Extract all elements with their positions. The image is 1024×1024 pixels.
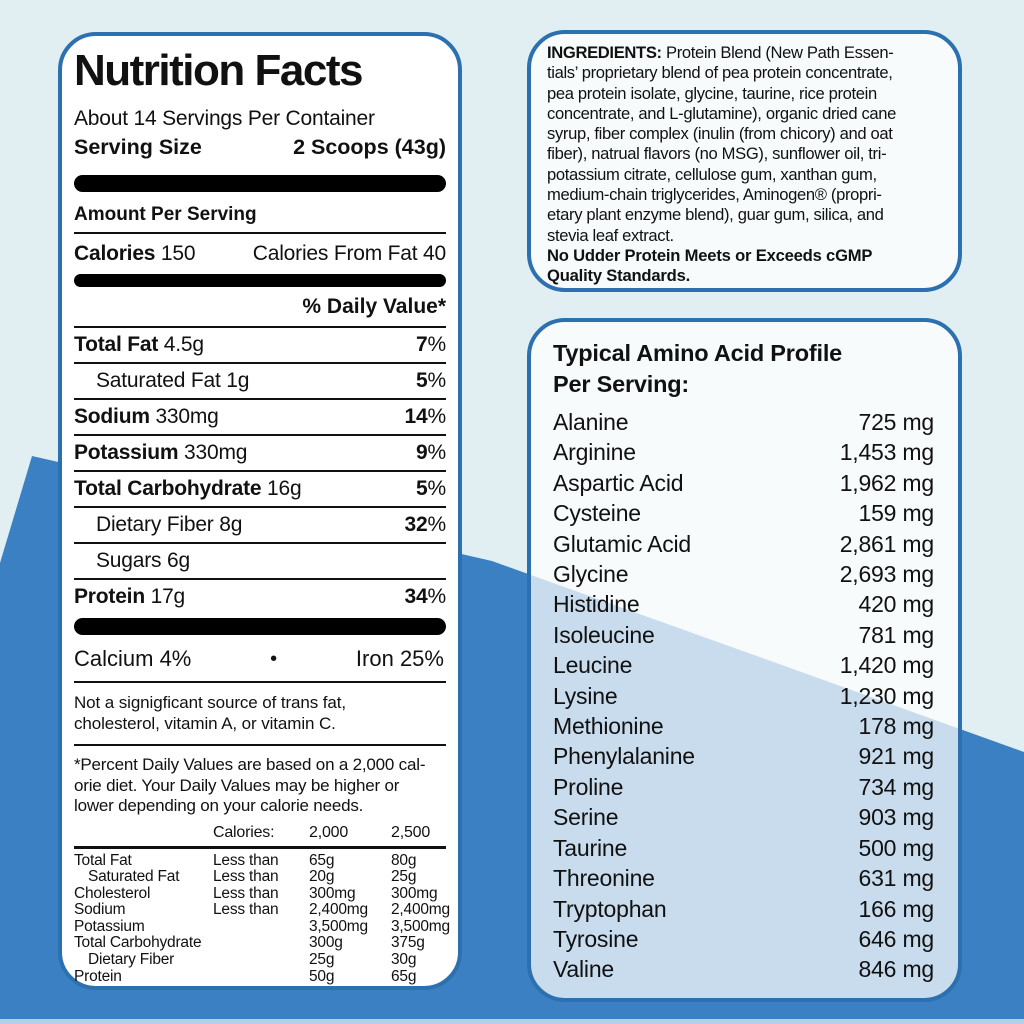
thick-divider-bar bbox=[74, 274, 446, 287]
cgmp-statement-line: No Udder Protein Meets or Exceeds cGMP bbox=[547, 245, 873, 265]
calories-value: 150 bbox=[160, 242, 196, 265]
amino-row: Cysteine 159 mg bbox=[553, 500, 934, 527]
amino-row: Tryptophan 166 mg bbox=[553, 895, 934, 922]
amino-row: Threonine 631 mg bbox=[553, 865, 934, 892]
daily-value-footnote: *Percent Daily Values are based on a 2,000 cal- orie diet. Your Daily Values may be higher or lower depending on your calorie needs. bbox=[74, 755, 426, 815]
ingredients-line: tials’ proprietary blend of pea protein concentrate, bbox=[547, 63, 893, 83]
ingredients-line: fiber), natrual flavors (no MSG), sunflower oil, tri- bbox=[547, 144, 887, 164]
nutrient-label: Dietary Fiber 8g bbox=[96, 513, 243, 536]
nutrient-label: Total Carbohydrate 16g bbox=[74, 477, 302, 500]
daily-value: 9% bbox=[416, 441, 446, 464]
amino-acid-list bbox=[553, 407, 934, 985]
amino-row: Tyrosine 646 mg bbox=[553, 925, 934, 952]
nutrient-row bbox=[74, 580, 446, 614]
amino-row: Methionine 178 mg bbox=[553, 713, 934, 740]
bottom-edge-strip bbox=[0, 1019, 1024, 1024]
amino-row: Histidine 420 mg bbox=[553, 591, 934, 618]
nutrient-row bbox=[74, 364, 446, 400]
nutrient-label: Protein 17g bbox=[74, 585, 186, 608]
table-row: Potassium 3,500mg 3,500mg bbox=[74, 917, 450, 935]
nutrient-label: Potassium 330mg bbox=[74, 441, 248, 464]
ingredients-line: etary plant enzyme blend), guar gum, silica, and bbox=[547, 205, 884, 225]
thick-divider-bar bbox=[74, 175, 446, 192]
nutrient-label: Total Fat 4.5g bbox=[74, 333, 204, 356]
calcium-value: Calcium 4% bbox=[74, 646, 192, 671]
nutrient-row bbox=[74, 472, 446, 508]
amino-row: Phenylalanine 921 mg bbox=[553, 743, 934, 770]
calories-row bbox=[74, 234, 446, 268]
nutrient-row bbox=[74, 328, 446, 364]
minerals-row bbox=[74, 635, 446, 683]
iron-value: Iron 25% bbox=[355, 646, 444, 671]
nutrition-facts-title: Nutrition Facts bbox=[74, 46, 362, 95]
thick-divider-bar bbox=[74, 618, 446, 635]
serving-size-row bbox=[74, 135, 446, 160]
amino-row: Arginine 1,453 mg bbox=[553, 439, 934, 466]
calories-from-fat: Calories From Fat 40 bbox=[252, 242, 446, 265]
amino-row: Valine 846 mg bbox=[553, 956, 934, 983]
nutrient-row bbox=[74, 508, 446, 544]
ingredients-line: potassium citrate, cellulose gum, xanthan gum, bbox=[547, 164, 877, 184]
table-row: Saturated Fat Less than 20g 25g bbox=[88, 868, 417, 886]
nutrient-label: Sodium 330mg bbox=[74, 405, 219, 428]
amino-row: Glycine 2,693 mg bbox=[553, 561, 934, 588]
amino-row: Taurine 500 mg bbox=[553, 834, 934, 861]
calories-amount bbox=[74, 242, 195, 266]
daily-value: 32% bbox=[404, 513, 446, 536]
table-row: Total Fat Less than 65g 80g bbox=[74, 851, 417, 869]
nutrient-row bbox=[74, 436, 446, 472]
amino-row: Serine 903 mg bbox=[553, 804, 934, 831]
daily-value-header: % Daily Value* bbox=[74, 287, 446, 328]
ingredients-line: medium-chain triglycerides, Aminogen® (propri- bbox=[547, 185, 882, 205]
amount-per-serving-label: Amount Per Serving bbox=[74, 204, 257, 225]
cgmp-statement-line: Quality Standards. bbox=[547, 266, 691, 286]
ingredients-line: concentrate, and L-glutamine), organic dried cane bbox=[547, 103, 897, 123]
daily-value: 5% bbox=[416, 477, 446, 500]
nutrition-facts-panel bbox=[58, 32, 462, 990]
amino-row: Lysine 1,230 mg bbox=[553, 682, 934, 709]
nutrient-label: Sugars 6g bbox=[96, 549, 190, 572]
daily-value: 14% bbox=[404, 405, 446, 428]
ingredients-line: stevia leaf extract. bbox=[547, 225, 674, 245]
nutrient-row bbox=[74, 400, 446, 436]
table-row: Sodium Less than 2,400mg 2,400mg bbox=[74, 901, 450, 919]
daily-values-table-header: Calories: 2,000 2,500 bbox=[213, 823, 431, 841]
ingredients-panel bbox=[527, 30, 962, 292]
table-rule bbox=[74, 846, 446, 849]
amino-profile-title: Typical Amino Acid Profile Per Serving: bbox=[553, 340, 843, 397]
table-row: Protein 50g 65g bbox=[74, 967, 417, 985]
table-row: Cholesterol Less than 300mg 300mg bbox=[74, 884, 438, 902]
bullet-separator-icon: • bbox=[270, 647, 278, 670]
ingredients-line: syrup, fiber complex (inulin (from chicory) and oat bbox=[547, 124, 893, 144]
ingredients-label: INGREDIENTS: bbox=[547, 43, 662, 62]
daily-value: 5% bbox=[416, 369, 446, 392]
daily-value: 7% bbox=[416, 333, 446, 356]
amino-row: Isoleucine 781 mg bbox=[553, 621, 934, 648]
table-row: Total Carbohydrate 300g 375g bbox=[74, 934, 425, 952]
calories-label: Calories bbox=[74, 242, 156, 265]
ingredients-line: INGREDIENTS: Protein Blend (New Path Essen- bbox=[547, 43, 894, 62]
amino-row: Proline 734 mg bbox=[553, 773, 934, 800]
daily-value: 34% bbox=[404, 585, 446, 608]
table-row: Dietary Fiber 25g 30g bbox=[88, 951, 417, 969]
amino-row: Leucine 1,420 mg bbox=[553, 652, 934, 679]
amino-acid-profile-panel bbox=[527, 318, 962, 1002]
nutrient-label: Saturated Fat 1g bbox=[96, 369, 250, 392]
nutrient-row bbox=[74, 544, 446, 580]
daily-values-table bbox=[74, 823, 450, 986]
amino-row: Alanine 725 mg bbox=[553, 409, 934, 435]
ingredients-line: pea protein isolate, glycine, taurine, rice protein bbox=[547, 83, 877, 103]
amino-row: Glutamic Acid 2,861 mg bbox=[553, 530, 934, 557]
serving-size-label: Serving Size bbox=[74, 135, 202, 159]
amino-row: Aspartic Acid 1,962 mg bbox=[553, 469, 934, 496]
not-significant-note: Not a signigficant source of trans fat, cholesterol, vitamin A, or vitamin C. bbox=[74, 683, 446, 746]
serving-size-value: 2 Scoops (43g) bbox=[293, 135, 446, 159]
servings-per-container: About 14 Servings Per Container bbox=[74, 107, 375, 130]
